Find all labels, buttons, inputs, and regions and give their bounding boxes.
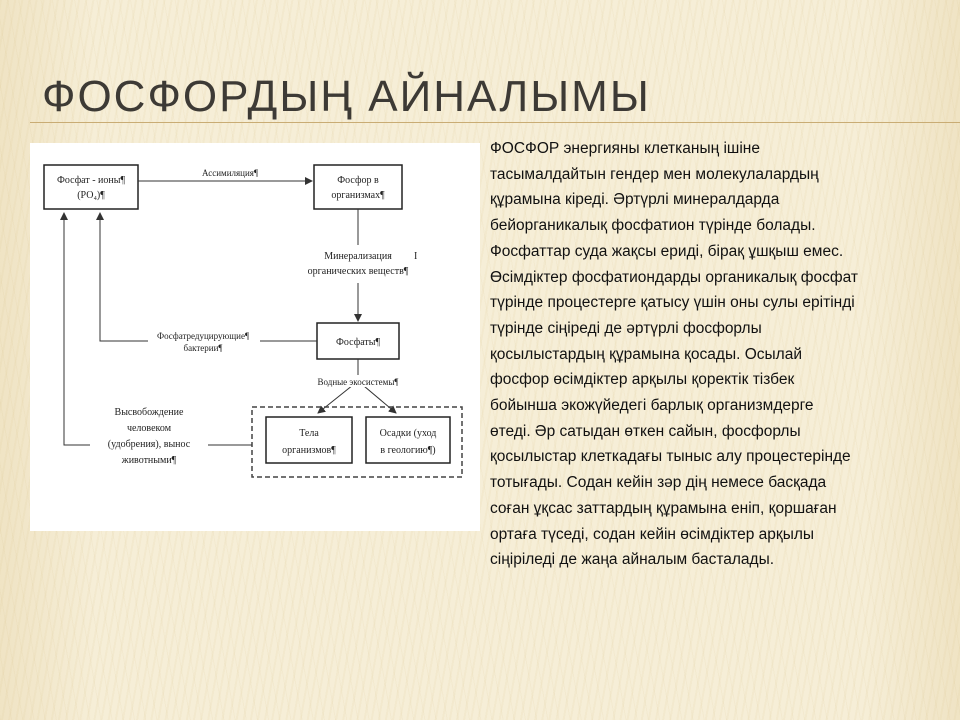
box-phosphate-ions-line2: (РО₄)¶ xyxy=(77,190,105,201)
body-line: тотығады. Содан кейін зәр дің немесе басқада xyxy=(490,474,827,492)
body-line: бойынша экожүйедегі барлық организмдерге xyxy=(490,397,814,415)
body-line: ортаға түседі, содан кейін өсімдіктер арқылы xyxy=(490,525,815,543)
box-sediments xyxy=(366,417,450,463)
body-line: қосылыстардың құрамына қосады. Осылай xyxy=(490,345,802,363)
box-bodies xyxy=(266,417,352,463)
label-water-ecosystems: Водные экосистемы¶ xyxy=(317,377,399,387)
diagram-canvas xyxy=(30,143,480,531)
body-line: сіңіріледі де жаңа айналым басталады. xyxy=(490,551,775,569)
body-line: түрінде сіңіреді де әртүрлі фосфорлы xyxy=(490,319,762,337)
box-phosphate-ions xyxy=(44,165,138,209)
label-mineralization-line1: Минерализация xyxy=(324,251,392,262)
box-bodies-line2: организмов¶ xyxy=(282,445,336,456)
label-release-line2: человеком xyxy=(126,423,172,434)
body-line: құрамына кіреді. Әртүрлі минералдарда xyxy=(490,191,780,209)
box-phosphate-ions-line1: Фосфат - ионы¶ xyxy=(56,175,126,186)
body-line: Фосфаттар суда жақсы ериді, бірақ ұшқыш емес. xyxy=(490,242,844,260)
box-phosphorus-organisms-line1: Фосфор в xyxy=(337,175,379,186)
body-line: өтеді. Әр сатыдан өткен сайын, фосфорлы xyxy=(490,422,801,440)
body-paragraph xyxy=(490,136,950,573)
body-line: фосфор өсімдіктер арқылы қоректік тізбек xyxy=(490,371,795,389)
box-phosphates xyxy=(317,323,399,359)
box-sediments-line1: Осадки (уход xyxy=(379,428,437,439)
body-line: Өсімдіктер фосфатиондарды органикалық фосфат xyxy=(490,268,858,286)
box-phosphates-label: Фосфаты¶ xyxy=(336,337,380,348)
label-mineralization-line2: органических веществ¶ xyxy=(307,266,409,277)
text-cursor-mark: Ι xyxy=(414,251,418,262)
label-bacteria-line2: бактерии¶ xyxy=(183,343,223,353)
bacteria-arrow xyxy=(100,213,317,341)
box-bodies-line1: Тела xyxy=(299,428,319,439)
body-line: тасымалдайтын гендер мен молекулалардың xyxy=(490,165,819,183)
box-sediments-line2: в геологию¶) xyxy=(380,445,436,456)
label-bacteria-line1: Фосфатредуцирующие¶ xyxy=(156,331,250,341)
body-line: түрінде процестерге қатысу үшін оны сулы ерітінді xyxy=(490,294,855,312)
body-line: қосылыстар клеткадағы тыныс алу процестерінде xyxy=(490,448,851,466)
label-assimilation: Ассимиляция¶ xyxy=(201,168,259,178)
label-release-line3: (удобрения), вынос xyxy=(107,439,191,450)
label-release-line4: животными¶ xyxy=(121,455,177,466)
body-line: бейорганикалық фосфатион түрінде болады. xyxy=(490,217,816,235)
body-line: ФОСФОР энергияны клетканың ішіне xyxy=(490,140,760,157)
body-line: соған ұқсас заттардың құрамына еніп, қоршаған xyxy=(490,499,837,517)
phosphorus-cycle-diagram xyxy=(30,143,480,531)
slide-title: ФОСФОРДЫҢ АЙНАЛЫМЫ xyxy=(42,72,651,121)
label-release-line1: Высвобождение xyxy=(114,407,184,418)
box-phosphorus-organisms-line2: организмах¶ xyxy=(331,190,385,201)
box-phosphorus-organisms xyxy=(314,165,402,209)
title-underline xyxy=(30,122,960,123)
